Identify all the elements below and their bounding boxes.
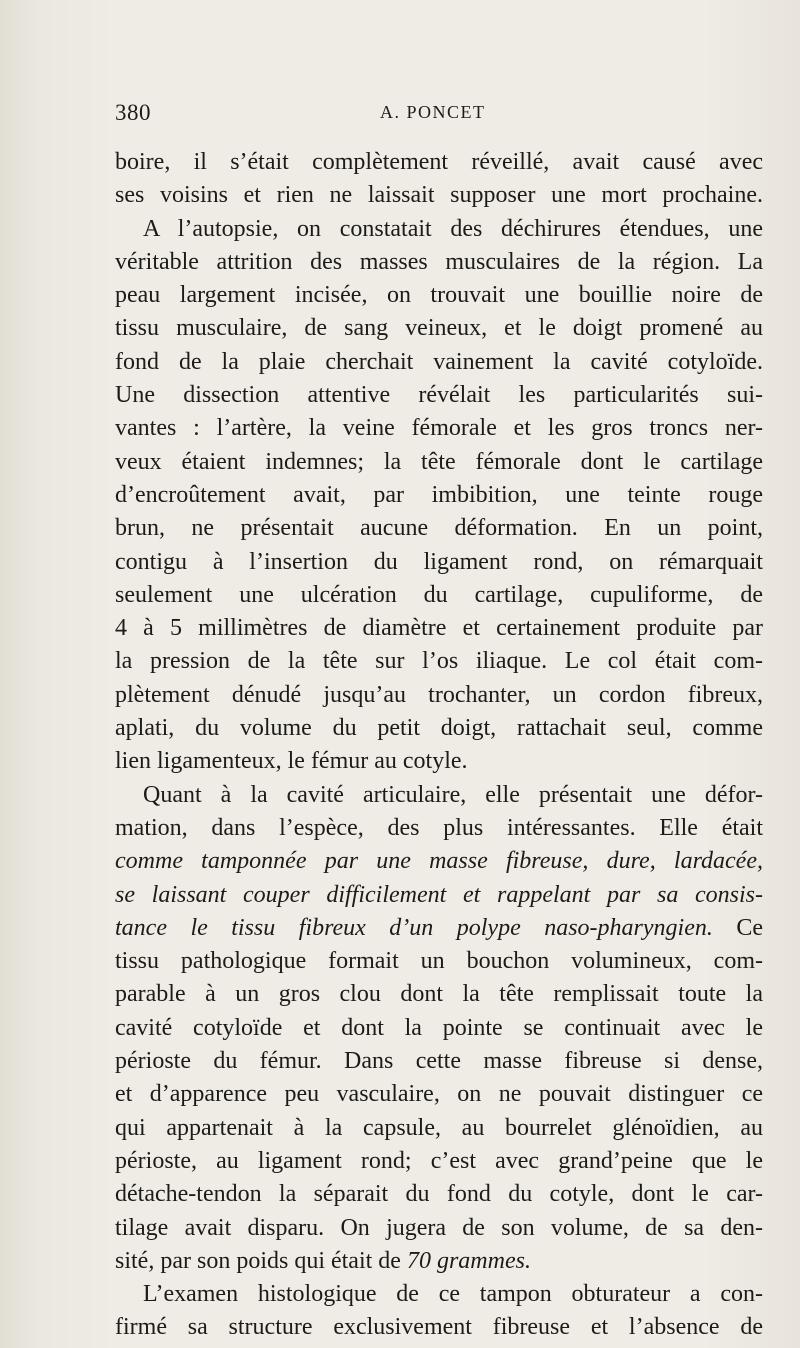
text-line: L’examen histologique de ce tampon obturateur a con- xyxy=(143,1281,763,1308)
text-line-italic xyxy=(115,879,763,912)
text-line: la pression de la tête sur l’os iliaque. Le col était com- xyxy=(115,648,763,675)
body-text xyxy=(115,146,763,1345)
text-line: cavité cotyloïde et dont la pointe se continuait avec le xyxy=(115,1014,763,1041)
text-line: vantes : l’artère, la veine fémorale et les gros troncs ner- xyxy=(115,415,763,442)
text-line: mation, dans l’espèce, des plus intéressantes. Elle était xyxy=(115,814,763,841)
text-line: peau largement incisée, on trouvait une bouillie noire de xyxy=(115,282,763,309)
page-number: 380 xyxy=(115,100,151,125)
text-line: firmé sa structure exclusivement fibreuse et l’absence de xyxy=(115,1314,763,1341)
italic-run: comme tamponnée par une masse fibreuse, dure, lardacée, xyxy=(115,848,763,875)
text-line: brun, ne présentait aucune déformation. En un point, xyxy=(115,515,763,542)
text-line: lien ligamenteux, le fémur au cotyle. xyxy=(115,748,468,775)
text-line: aplati, du volume du petit doigt, rattachait seul, comme xyxy=(115,715,763,742)
roman-run: sité, par son poids qui était de xyxy=(115,1247,407,1274)
page-header xyxy=(115,100,755,130)
text-line: veux étaient indemnes; la tête fémorale dont le cartilage xyxy=(115,448,763,475)
text-line: contigu à l’insertion du ligament rond, on rémarquait xyxy=(115,548,763,575)
text-line: ses voisins et rien ne laissait supposer une mort prochaine. xyxy=(115,182,763,209)
text-line: d’encroûtement avait, par imbibition, une teinte rouge xyxy=(115,481,763,508)
roman-run: Ce xyxy=(712,914,763,941)
text-line: et d’apparence peu vasculaire, on ne pouvait distinguer ce xyxy=(115,1081,763,1108)
text-line-italic xyxy=(115,845,763,878)
text-line: tissu pathologique formait un bouchon volumineux, com- xyxy=(115,948,763,975)
text-line: qui appartenait à la capsule, au bourrelet glénoïdien, au xyxy=(115,1114,763,1141)
text-line: fond de la plaie cherchait vainement la cavité cotyloïde. xyxy=(115,348,763,375)
text-line xyxy=(115,1245,763,1278)
text-line: périoste, au ligament rond; c’est avec grand’peine que le xyxy=(115,1147,763,1174)
text-line: parable à un gros clou dont la tête remplissait toute la xyxy=(115,981,763,1008)
text-line: détache-tendon la séparait du fond du cotyle, dont le car- xyxy=(115,1181,763,1208)
text-line: plètement dénudé jusqu’au trochanter, un cordon fibreux, xyxy=(115,681,763,708)
text-line: tilage avait disparu. On jugera de son volume, de sa den- xyxy=(115,1214,763,1241)
text-line: périoste du fémur. Dans cette masse fibreuse si dense, xyxy=(115,1048,763,1075)
text-line: tissu musculaire, de sang veineux, et le doigt promené au xyxy=(115,315,763,342)
running-head: A. PONCET xyxy=(380,102,486,122)
text-line: A l’autopsie, on constatait des déchirures étendues, une xyxy=(143,215,763,242)
italic-run: tance le tissu fibreux d’un polype naso-pharyngien. xyxy=(115,914,713,941)
text-line: boire, il s’était complètement réveillé, avait causé avec xyxy=(115,149,763,175)
text-line xyxy=(115,912,763,945)
text-line: 4 à 5 millimètres de diamètre et certainement produite par xyxy=(115,615,763,642)
italic-run: se laissant couper difficilement et rappelant par sa consis- xyxy=(115,881,763,908)
italic-run: 70 grammes. xyxy=(406,1247,531,1274)
text-line: Quant à la cavité articulaire, elle présentait une défor- xyxy=(143,781,763,808)
text-line: seulement une ulcération du cartilage, cupuliforme, de xyxy=(115,581,763,608)
text-line: véritable attrition des masses musculaires de la région. La xyxy=(115,248,763,275)
text-line: Une dissection attentive révélait les particularités sui- xyxy=(115,382,763,409)
